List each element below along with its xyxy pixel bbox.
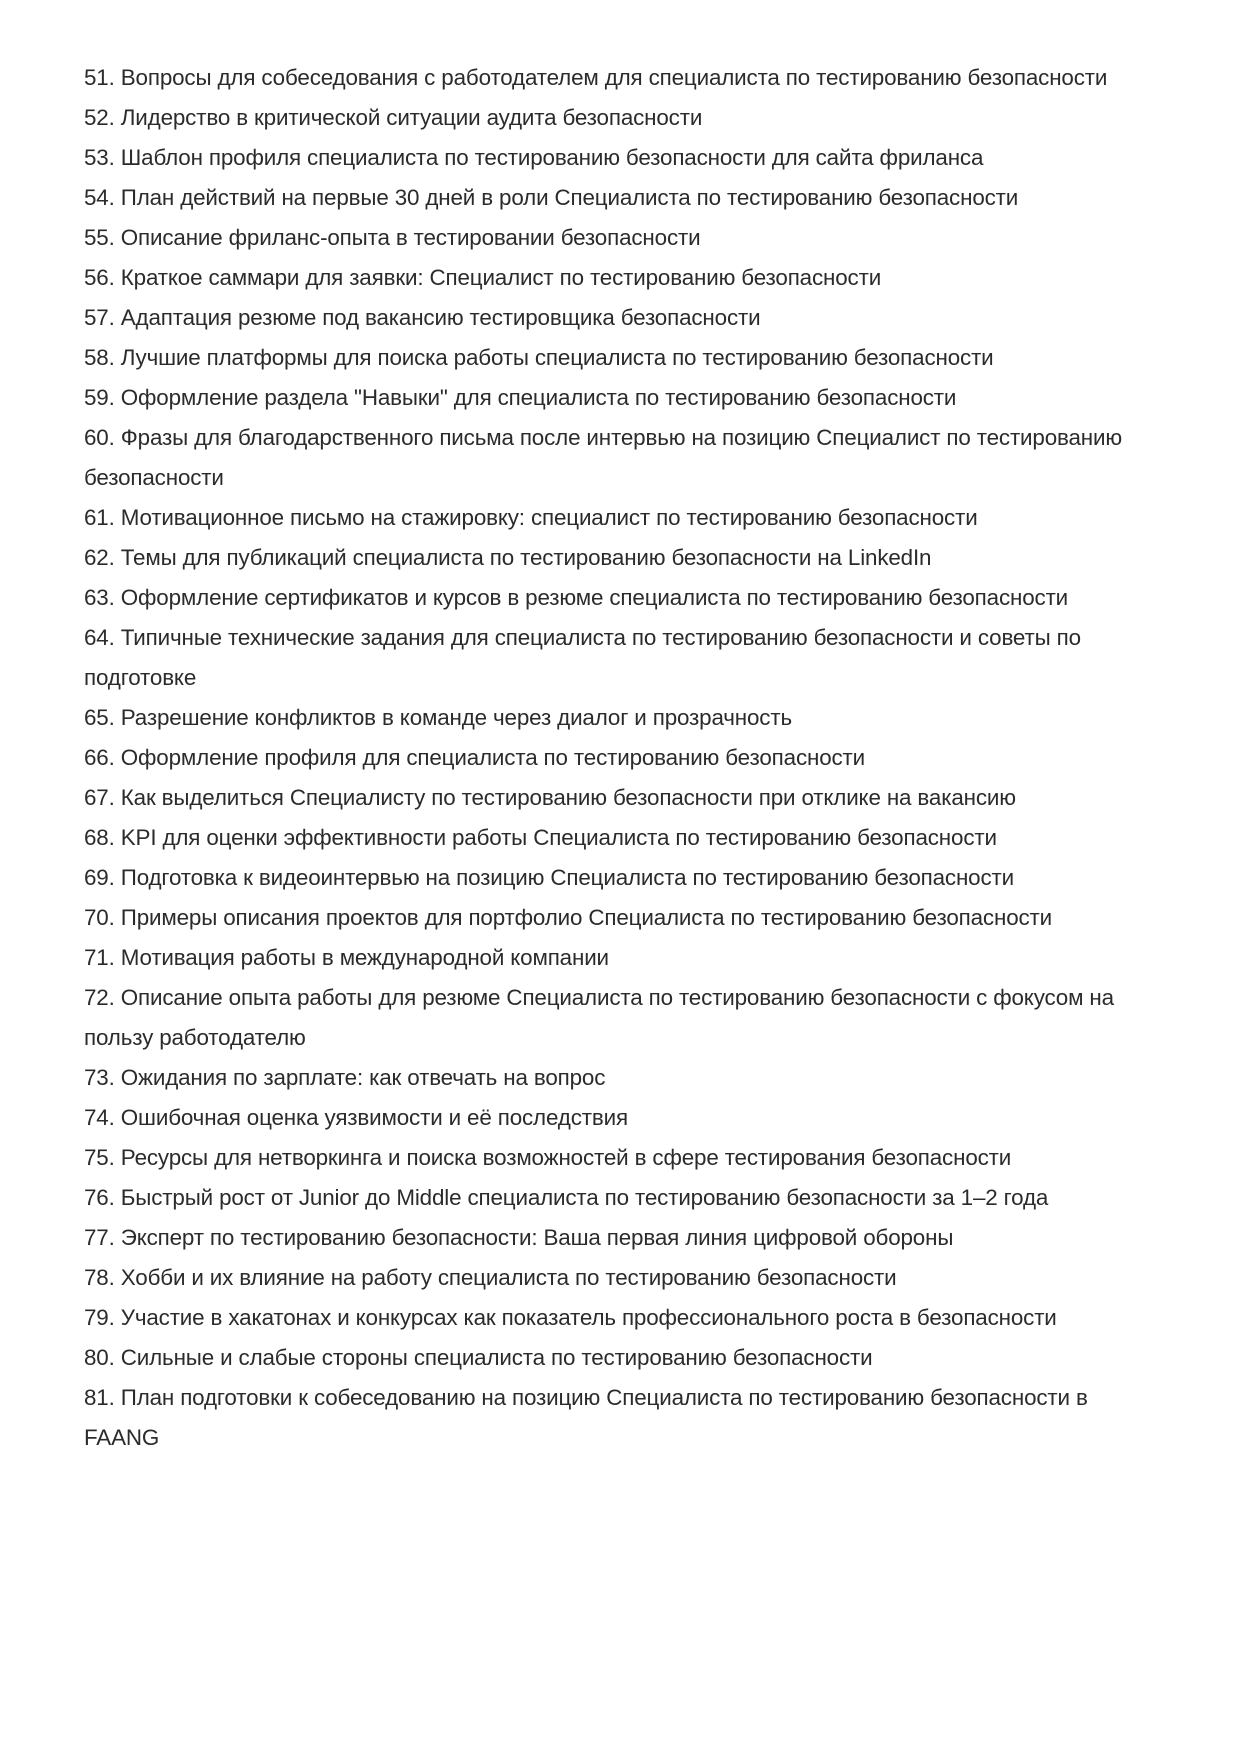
document-page bbox=[84, 58, 1164, 1458]
list-item bbox=[84, 98, 1164, 138]
item-number: 54. bbox=[84, 185, 115, 210]
list-item bbox=[84, 858, 1164, 898]
list-item bbox=[84, 298, 1164, 338]
list-item bbox=[84, 258, 1164, 298]
item-text: Ожидания по зарплате: как отвечать на вопрос bbox=[120, 1065, 606, 1090]
item-number: 57. bbox=[84, 305, 115, 330]
list-item bbox=[84, 1338, 1164, 1378]
item-text: Оформление раздела "Навыки" для специалиста по тестированию безопасности bbox=[120, 385, 957, 410]
item-text: Шаблон профиля специалиста по тестированию безопасности для сайта фриланса bbox=[120, 145, 984, 170]
list-item bbox=[84, 898, 1164, 938]
list-item bbox=[84, 778, 1164, 818]
item-text: Оформление сертификатов и курсов в резюме специалиста по тестированию безопасности bbox=[120, 585, 1069, 610]
item-text: Лидерство в критической ситуации аудита безопасности bbox=[120, 105, 703, 130]
item-number: 61. bbox=[84, 505, 115, 530]
item-number: 68. bbox=[84, 825, 115, 850]
list-item bbox=[84, 698, 1164, 738]
item-text: Описание опыта работы для резюме Специалиста по тестированию безопасности с фокусом на пользу работодателю bbox=[84, 985, 1114, 1050]
item-number: 73. bbox=[84, 1065, 115, 1090]
item-text: Мотивационное письмо на стажировку: специалист по тестированию безопасности bbox=[120, 505, 978, 530]
list-item bbox=[84, 578, 1164, 618]
list-item bbox=[84, 618, 1164, 698]
item-number: 51. bbox=[84, 65, 115, 90]
list-item bbox=[84, 978, 1164, 1058]
item-number: 66. bbox=[84, 745, 115, 770]
list-item bbox=[84, 1298, 1164, 1338]
item-text: Сильные и слабые стороны специалиста по тестированию безопасности bbox=[120, 1345, 873, 1370]
list-item bbox=[84, 938, 1164, 978]
item-number: 62. bbox=[84, 545, 115, 570]
item-number: 79. bbox=[84, 1305, 115, 1330]
item-text: Лучшие платформы для поиска работы специалиста по тестированию безопасности bbox=[120, 345, 994, 370]
item-text: Ошибочная оценка уязвимости и её последствия bbox=[120, 1105, 628, 1130]
item-text: Фразы для благодарственного письма после интервью на позицию Специалист по тестированию безопасности bbox=[84, 425, 1123, 490]
item-number: 74. bbox=[84, 1105, 115, 1130]
item-text: Адаптация резюме под вакансию тестировщика безопасности bbox=[120, 305, 761, 330]
item-text: KPI для оценки эффективности работы Специалиста по тестированию безопасности bbox=[120, 825, 997, 850]
list-item bbox=[84, 498, 1164, 538]
item-number: 75. bbox=[84, 1145, 115, 1170]
item-number: 52. bbox=[84, 105, 115, 130]
item-text: Эксперт по тестированию безопасности: Ваша первая линия цифровой обороны bbox=[120, 1225, 954, 1250]
item-number: 76. bbox=[84, 1185, 115, 1210]
item-text: Описание фриланс-опыта в тестировании безопасности bbox=[120, 225, 701, 250]
item-number: 56. bbox=[84, 265, 115, 290]
list-item bbox=[84, 1098, 1164, 1138]
list-item bbox=[84, 138, 1164, 178]
list-item bbox=[84, 418, 1164, 498]
list-item bbox=[84, 178, 1164, 218]
item-text: Разрешение конфликтов в команде через диалог и прозрачность bbox=[120, 705, 792, 730]
item-number: 64. bbox=[84, 625, 115, 650]
list-item bbox=[84, 338, 1164, 378]
item-number: 63. bbox=[84, 585, 115, 610]
item-text: Хобби и их влияние на работу специалиста по тестированию безопасности bbox=[120, 1265, 897, 1290]
item-text: Примеры описания проектов для портфолио Специалиста по тестированию безопасности bbox=[120, 905, 1053, 930]
item-text: Краткое саммари для заявки: Специалист по тестированию безопасности bbox=[120, 265, 882, 290]
list-item bbox=[84, 538, 1164, 578]
item-number: 70. bbox=[84, 905, 115, 930]
list-item bbox=[84, 1218, 1164, 1258]
list-item bbox=[84, 738, 1164, 778]
item-number: 78. bbox=[84, 1265, 115, 1290]
item-text: Ресурсы для нетворкинга и поиска возможностей в сфере тестирования безопасности bbox=[120, 1145, 1012, 1170]
item-number: 55. bbox=[84, 225, 115, 250]
list-item bbox=[84, 1258, 1164, 1298]
item-text: План действий на первые 30 дней в роли Специалиста по тестированию безопасности bbox=[120, 185, 1019, 210]
item-text: Подготовка к видеоинтервью на позицию Специалиста по тестированию безопасности bbox=[120, 865, 1014, 890]
item-number: 67. bbox=[84, 785, 115, 810]
list-item bbox=[84, 818, 1164, 858]
item-number: 69. bbox=[84, 865, 115, 890]
topic-list bbox=[84, 58, 1164, 1458]
item-number: 59. bbox=[84, 385, 115, 410]
item-number: 60. bbox=[84, 425, 115, 450]
item-text: Темы для публикаций специалиста по тестированию безопасности на LinkedIn bbox=[120, 545, 932, 570]
item-text: Оформление профиля для специалиста по тестированию безопасности bbox=[120, 745, 866, 770]
item-number: 80. bbox=[84, 1345, 115, 1370]
item-number: 65. bbox=[84, 705, 115, 730]
list-item bbox=[84, 378, 1164, 418]
item-number: 71. bbox=[84, 945, 115, 970]
item-text: План подготовки к собеседованию на позицию Специалиста по тестированию безопасности в FAANG bbox=[84, 1385, 1088, 1450]
item-text: Быстрый рост от Junior до Middle специалиста по тестированию безопасности за 1–2 года bbox=[120, 1185, 1049, 1210]
item-text: Как выделиться Специалисту по тестированию безопасности при отклике на вакансию bbox=[120, 785, 1016, 810]
item-number: 58. bbox=[84, 345, 115, 370]
item-number: 81. bbox=[84, 1385, 115, 1410]
list-item bbox=[84, 218, 1164, 258]
list-item bbox=[84, 1178, 1164, 1218]
item-number: 53. bbox=[84, 145, 115, 170]
item-text: Участие в хакатонах и конкурсах как показатель профессионального роста в безопасности bbox=[120, 1305, 1057, 1330]
item-text: Мотивация работы в международной компании bbox=[120, 945, 609, 970]
list-item bbox=[84, 1378, 1164, 1458]
item-text: Вопросы для собеседования с работодателем для специалиста по тестированию безопасности bbox=[120, 65, 1108, 90]
item-number: 77. bbox=[84, 1225, 115, 1250]
list-item bbox=[84, 58, 1164, 98]
list-item bbox=[84, 1058, 1164, 1098]
list-item bbox=[84, 1138, 1164, 1178]
item-number: 72. bbox=[84, 985, 115, 1010]
item-text: Типичные технические задания для специалиста по тестированию безопасности и советы по подготовке bbox=[84, 625, 1081, 690]
